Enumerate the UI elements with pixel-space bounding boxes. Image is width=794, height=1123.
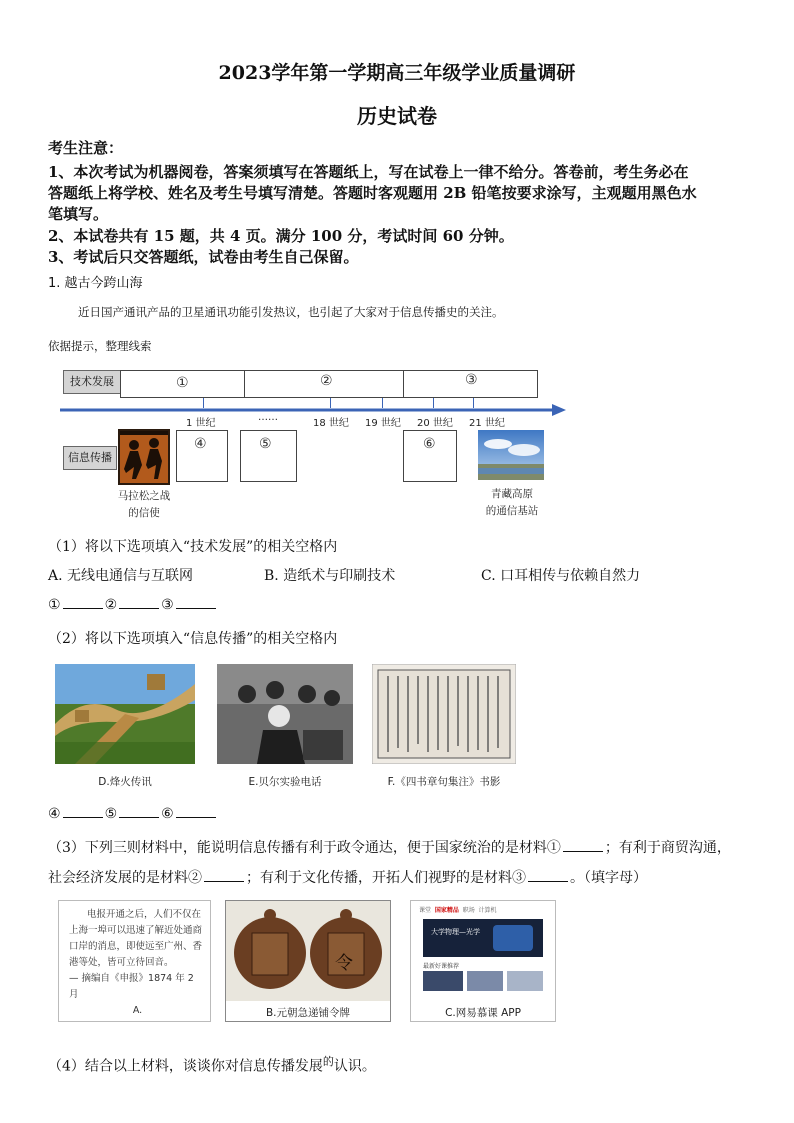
answer-blank[interactable]	[204, 869, 244, 882]
answer-blank[interactable]	[176, 805, 216, 818]
part2-prompt: （2）将以下选项填入“信息传播”的相关空格内	[48, 631, 338, 647]
notice-line: 2、本试卷共有 15 题，共 4 页。满分 100 分，考试时间 60 分钟。	[48, 227, 514, 245]
material-b	[225, 900, 391, 1022]
tick-label: 21 世纪	[469, 418, 505, 429]
tech-slot-1: ①	[176, 375, 189, 391]
answer-blank[interactable]	[63, 805, 103, 818]
part1-option-c: C. 口耳相传与依赖自然力	[481, 568, 641, 584]
bell-telephone-image	[217, 664, 353, 764]
question-title: 1. 越古今跨山海	[48, 276, 143, 291]
part3-line1: （3）下列三则材料中，能说明信息传播有利于政令通达，便于国家统治的是材料① ；有利于商贸沟通，	[48, 840, 731, 856]
tick-label: ……	[258, 412, 278, 423]
answer-blank[interactable]	[176, 596, 216, 609]
tick-label: 19 世纪	[365, 418, 401, 429]
caption-d: D.烽火传讯	[98, 776, 152, 788]
part1-option-a: A. 无线电通信与互联网	[48, 568, 194, 584]
great-wall-image	[55, 664, 195, 764]
part4-prompt: （4）结合以上材料，谈谈你对信息传播发展$^的$认识。	[48, 1055, 376, 1075]
info-slot-6: ⑥	[423, 436, 436, 452]
answer-blank[interactable]	[63, 596, 103, 609]
answer-blank[interactable]	[119, 805, 159, 818]
app-tab-bar: 课堂 国家精品 职场 计算机	[419, 907, 497, 914]
marathon-caption-line2: 的信使	[128, 507, 160, 519]
answer-blank[interactable]	[528, 869, 568, 882]
material-c-caption: C.网易慕课 APP	[445, 1007, 521, 1019]
answer-blank[interactable]	[563, 839, 603, 852]
question-intro: 近日国产通讯产品的卫星通讯功能引发热议，也引起了大家对于信息传播史的关注。	[78, 305, 504, 319]
notice-line: 笔填写。	[48, 205, 109, 223]
tick-label: 20 世纪	[417, 418, 453, 429]
info-slot-5: ⑤	[259, 436, 272, 452]
marathon-vase-image	[118, 429, 170, 485]
plateau-station-image	[478, 430, 544, 480]
answer-blank[interactable]	[119, 596, 159, 609]
part1-answer-line: ① ② ③	[48, 596, 218, 613]
exam-subtitle: 历史试卷	[357, 104, 437, 128]
part2-answer-line: ④ ⑤ ⑥	[48, 805, 218, 822]
info-slot-4: ④	[194, 436, 207, 452]
tick-label: 1 世纪	[186, 418, 216, 429]
tech-development-label: 技术发展	[63, 370, 121, 394]
material-b-caption: B.元朝急递铺令牌	[265, 1007, 351, 1019]
tick-label: 18 世纪	[313, 418, 349, 429]
yuan-token-image	[226, 901, 390, 1001]
question-hint: 依据提示，整理线索	[48, 339, 152, 353]
info-spread-label: 信息传播	[63, 446, 117, 470]
caption-f: F.《四书章句集注》书影	[387, 776, 501, 788]
token-character: 令	[335, 953, 353, 974]
plateau-caption-line2: 的通信基站	[485, 505, 539, 517]
book-page-image	[372, 664, 516, 764]
material-a: 电报开通之后，人们不仅在 上海一埠可以迅速了解近处通商 口岸的消息，即使远至广州、香 港等处，皆可立待回音。 — 摘编自《申报》1874 年 2 月 A.	[58, 900, 211, 1022]
material-c	[410, 900, 556, 1022]
marathon-caption-line1: 马拉松之战	[117, 490, 171, 502]
part3-line2: 社会经济发展的是材料② ；有利于文化传播，开拓人们视野的是材料③ 。（填字母）	[48, 870, 647, 886]
notice-heading: 考生注意：	[48, 139, 124, 157]
tech-slot-3: ③	[465, 372, 478, 388]
notice-line: 3、考试后只交答题纸，试卷由考生自己保留。	[48, 248, 359, 266]
part1-option-b: B. 造纸术与印刷技术	[264, 568, 396, 584]
part1-prompt: （1）将以下选项填入“技术发展”的相关空格内	[48, 539, 338, 555]
app-section-title: 最新好课推荐	[423, 963, 460, 970]
plateau-caption-line1: 青藏高原	[491, 488, 533, 500]
caption-e: E.贝尔实验电话	[248, 776, 322, 788]
notice-line: 答题纸上将学校、姓名及考生号填写清楚。答题时客观题用 2B 铅笔按要求涂写，主观题用黑色水	[48, 184, 697, 202]
tech-slot-2: ②	[320, 373, 333, 389]
app-banner: 大学物理—光学	[423, 919, 543, 957]
notice-line: 1、本次考试为机器阅卷，答案须填写在答题纸上，写在试卷上一律不给分。答卷前，考生务必在	[48, 163, 689, 181]
exam-title: 2023学年第一学期高三年级学业质量调研	[218, 62, 576, 84]
